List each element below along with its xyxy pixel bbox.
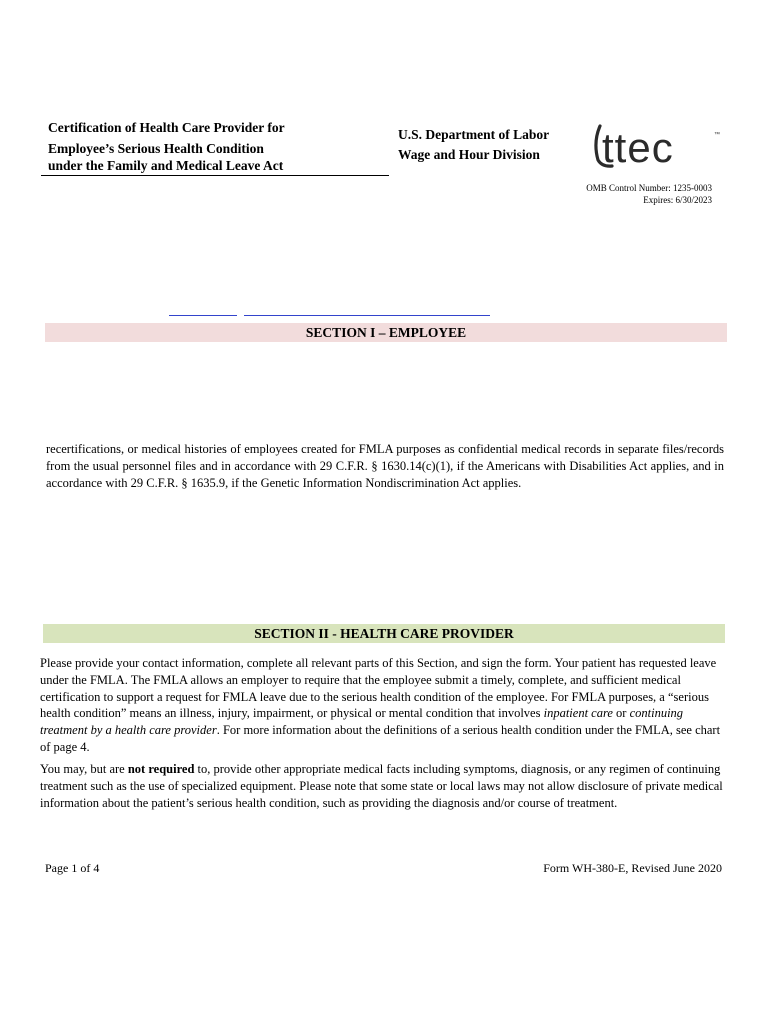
- section-2-p1-em-continuing: continuing treatment by a health care provider: [40, 706, 684, 738]
- fill-in-line-long: [244, 315, 490, 316]
- form-revision: Form WH-380-E, Revised June 2020: [543, 861, 722, 875]
- logo-trademark: ™: [714, 132, 720, 138]
- form-title-line-2: Employee’s Serious Health Condition: [48, 141, 264, 156]
- section-2-p2-text-a: You may, but are: [40, 762, 128, 776]
- division-name: Wage and Hour Division: [398, 147, 540, 162]
- ttec-logo: [590, 122, 722, 172]
- page-number: Page 1 of 4: [45, 861, 100, 875]
- form-title-line-1: Certification of Health Care Provider for: [48, 120, 285, 135]
- form-title-line-3: under the Family and Medical Leave Act: [48, 158, 284, 173]
- agency-name: U.S. Department of Labor: [398, 127, 550, 142]
- omb-expiration: Expires: 6/30/2023: [643, 195, 712, 205]
- section-2-p1-em-inpatient: inpatient care: [543, 706, 613, 721]
- section-2-paragraph-2: [40, 761, 730, 811]
- section-2-p1-text-a: Please provide your contact information, complete all relevant parts of this Section, and sign the form. Your patient has requested leave under the FMLA. The FMLA allows an employer to require that the employee submit a timely, complete, and sufficient medical certification to support a request for FMLA leave due to the serious health condition of the employee. For FMLA purposes, a “serious health condition” means an illness, injury, impairment, or physical or mental condition that involves: [40, 656, 717, 721]
- section-2-heading: SECTION II - HEALTH CARE PROVIDER: [43, 624, 725, 643]
- section-2-p1-text-b: . For more information about the definitions of a serious health condition under the FMLA, see chart of page 4.: [40, 723, 721, 754]
- section-1-paragraph: recertifications, or medical histories of employees created for FMLA purposes as confidential medical records in separate files/records from the usual personnel files and in accordance with 29 C.F.R. § 1630.14(c)(1), if the Americans with Disabilities Act applies, and in accordance with 29 C.F.R. § 1635.9, if the Genetic Information Nondiscrimination Act applies.: [46, 442, 724, 490]
- header-divider: [41, 175, 389, 176]
- omb-control-number: OMB Control Number: 1235-0003: [586, 183, 712, 193]
- section-1-heading: SECTION I – EMPLOYEE: [45, 323, 727, 342]
- section-2-p2-text-b: to, provide other appropriate medical facts including symptoms, diagnosis, or any regimen of continuing treatment such as the use of specialized equipment. Please note that some state or local laws may not allow disclosure of private medical information about the patient’s serious health condition, such as providing the diagnosis and/or course of treatment.: [40, 762, 723, 810]
- logo-wordmark: ttec: [602, 124, 674, 171]
- fill-in-line-short: [169, 315, 237, 316]
- section-2-paragraph-1: [40, 655, 726, 756]
- section-2-p1-or: or: [612, 706, 630, 721]
- section-2-p2-bold: not required: [127, 762, 195, 776]
